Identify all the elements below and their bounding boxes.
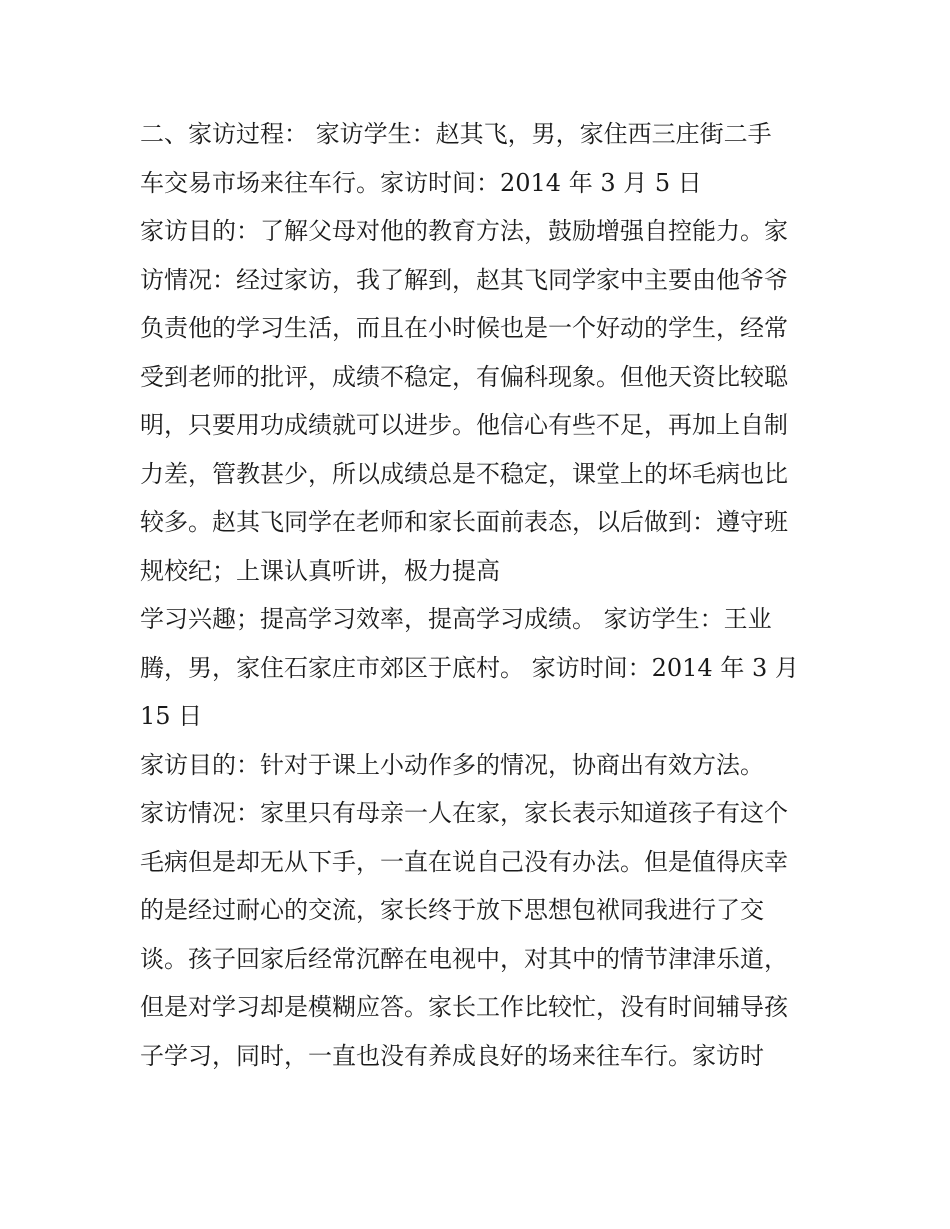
text-line: 二、家访过程： 家访学生：赵其飞，男，家住西三庄街二手 (140, 120, 772, 148)
text-line: 规校纪；上课认真听讲，极力提高 (140, 556, 500, 585)
text-line: 子学习，同时，一直也没有养成良好的场来往车行。家访时 (140, 1041, 764, 1070)
text-line: 毛病但是却无从下手，一直在说自己没有办法。但是值得庆幸 (140, 847, 788, 876)
text-line: 学习兴趣；提高学习效率，提高学习成绩。 家访学生：王业 (140, 605, 772, 633)
text-line: 车交易市场来往车行。家访时间：2014 年 3 月 5 日 (140, 168, 702, 197)
text-line: 但是对学习却是模糊应答。家长工作比较忙，没有时间辅导孩 (140, 993, 788, 1021)
text-line: 家访目的：针对于课上小动作多的情况，协商出有效方法。 (140, 750, 764, 779)
text-line: 谈。孩子回家后经常沉醉在电视中，对其中的情节津津乐道， (140, 944, 788, 973)
text-line: 负责他的学习生活，而且在小时候也是一个好动的学生，经常 (140, 314, 788, 342)
text-line: 访情况：经过家访，我了解到，赵其飞同学家中主要由他爷爷 (140, 265, 788, 294)
text-line: 家访目的：了解父母对他的教育方法，鼓励增强自控能力。家 (140, 217, 788, 245)
text-line: 腾，男，家住石家庄市郊区于底村。 家访时间：2014 年 3 月 (140, 653, 799, 682)
text-line: 较多。赵其飞同学在老师和家长面前表态，以后做到：遵守班 (140, 508, 788, 536)
text-line: 受到老师的批评，成绩不稳定，有偏科现象。但他天资比较聪 (140, 362, 788, 391)
text-line: 家访情况：家里只有母亲一人在家，家长表示知道孩子有这个 (140, 799, 788, 827)
text-line: 的是经过耐心的交流，家长终于放下思想包袱同我进行了交 (140, 896, 764, 924)
text-line: 明，只要用功成绩就可以进步。他信心有些不足，再加上自制 (140, 411, 788, 439)
document-body (140, 110, 830, 1080)
text-line: 力差，管教甚少，所以成绩总是不稳定，课堂上的坏毛病也比 (140, 459, 788, 488)
text-line: 15 日 (140, 702, 203, 730)
